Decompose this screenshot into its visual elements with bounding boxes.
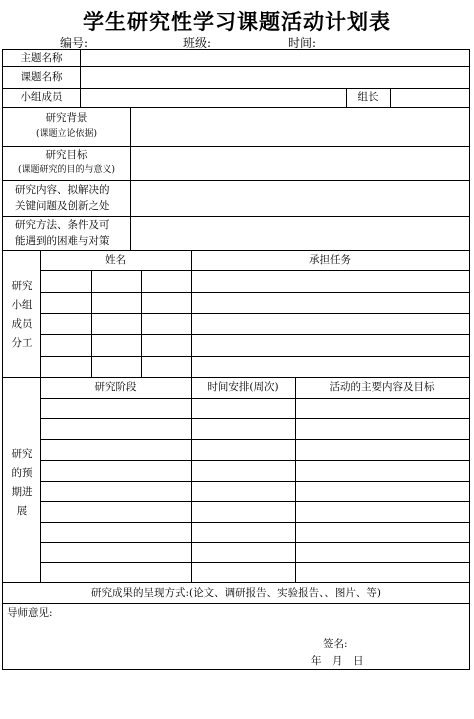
row-divider	[40, 522, 469, 523]
row-divider	[40, 439, 469, 440]
topic-name-label: 课题名称	[20, 71, 63, 83]
group-leader-label: 组长	[357, 91, 379, 103]
content-column-header: 活动的主要内容及目标	[329, 381, 435, 393]
division-side-label	[6, 277, 38, 353]
column-divider	[191, 377, 192, 582]
schedule-side-label-part: 展	[16, 505, 28, 517]
row-divider	[40, 460, 469, 461]
row-divider	[3, 66, 469, 67]
column-divider	[80, 50, 81, 107]
research-content-label-line1: 研究内容、拟解决的	[15, 184, 110, 196]
schedule-side-label-part: 研究	[11, 448, 33, 460]
name-column-header: 姓名	[105, 254, 126, 266]
advisor-opinion-label: 导师意见:	[7, 607, 53, 619]
row-divider	[40, 356, 469, 357]
column-divider	[390, 88, 391, 107]
time-column-header: 时间安排(周次)	[207, 381, 279, 393]
row-divider	[3, 582, 469, 583]
row-divider	[40, 334, 469, 335]
row-divider	[40, 542, 469, 543]
row-divider	[40, 292, 469, 293]
division-side-label-part: 小组	[11, 299, 33, 311]
row-divider	[3, 250, 469, 251]
research-goal-label: 研究目标	[45, 149, 88, 161]
schedule-side-label-part: 的预	[11, 467, 33, 479]
division-side-label-part: 成员	[11, 318, 33, 330]
research-background-note: (课题立论依据)	[35, 129, 98, 139]
row-divider	[40, 313, 469, 314]
column-divider	[40, 377, 41, 582]
row-divider	[3, 180, 469, 181]
time-label: 时间:	[288, 36, 317, 50]
signature-date: 年 月 日	[311, 655, 364, 667]
division-side-label-part: 研究	[11, 280, 33, 292]
research-content-label-line2: 关键问题及创新之处	[15, 200, 110, 212]
column-divider	[295, 377, 296, 582]
row-divider	[40, 418, 469, 419]
schedule-side-label	[6, 445, 38, 521]
column-divider	[130, 107, 131, 250]
row-divider	[40, 398, 469, 399]
division-side-label-part: 分工	[11, 337, 33, 349]
row-divider	[3, 377, 469, 378]
row-divider	[40, 481, 469, 482]
column-divider	[91, 270, 92, 377]
results-format-text: 研究成果的呈现方式:(论文、调研报告、实验报告、、图片、等)	[91, 587, 381, 599]
row-divider	[40, 501, 469, 502]
research-background-label: 研究背景	[45, 112, 88, 124]
research-method-label-line2: 能遇到的困难与对策	[15, 235, 110, 247]
row-divider	[40, 270, 469, 271]
schedule-side-label-part: 期进	[11, 486, 33, 498]
signature-label: 签名:	[323, 638, 348, 650]
row-divider	[40, 562, 469, 563]
task-column-header: 承担任务	[309, 254, 351, 266]
number-label: 编号:	[60, 36, 89, 50]
row-divider	[3, 603, 469, 604]
column-divider	[141, 270, 142, 377]
group-members-label: 小组成员	[20, 91, 63, 103]
theme-name-label: 主题名称	[20, 52, 63, 64]
stage-column-header: 研究阶段	[94, 381, 137, 393]
research-method-label-line1: 研究方法、条件及可	[15, 219, 110, 231]
class-label: 班级:	[183, 36, 212, 50]
research-goal-note: (课题研究的目的与意义)	[17, 165, 116, 175]
plan-form-table	[2, 49, 470, 670]
page-title: 学生研究性学习课题活动计划表	[83, 9, 391, 34]
row-divider	[3, 107, 469, 108]
